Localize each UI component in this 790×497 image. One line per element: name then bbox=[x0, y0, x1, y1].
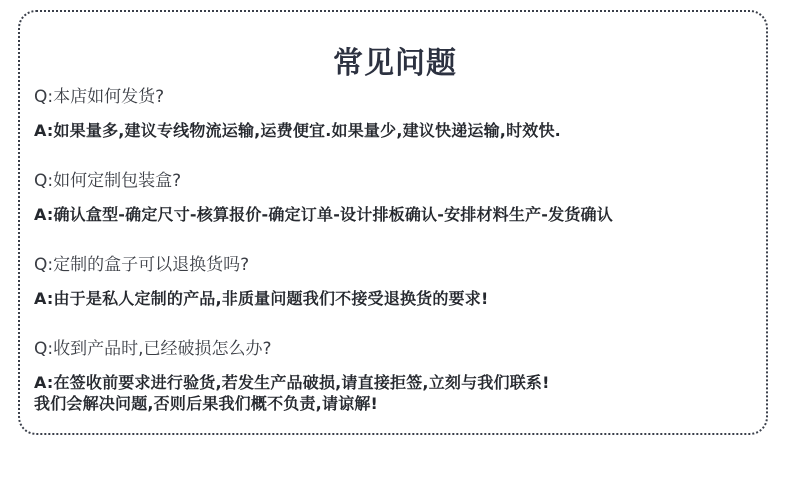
faq-answer bbox=[34, 204, 613, 225]
faq-answer-line: A:确认盒型-确定尺寸-核算报价-确定订单-设计排板确认-安排材料生产-发货确认 bbox=[34, 205, 613, 224]
faq-question: Q:如何定制包装盒? bbox=[34, 171, 182, 191]
faq-item bbox=[34, 338, 550, 414]
faq-answer bbox=[34, 372, 550, 414]
page-title: 常见问题 bbox=[333, 46, 457, 81]
faq-answer-line: A:由于是私人定制的产品,非质量问题我们不接受退换货的要求! bbox=[34, 289, 489, 308]
faq-answer bbox=[34, 120, 561, 141]
faq-answer-line: A:在签收前要求进行验货,若发生产品破损,请直接拒签,立刻与我们联系! bbox=[34, 373, 550, 392]
faq-item bbox=[34, 86, 561, 141]
faq-question: Q:收到产品时,已经破损怎么办? bbox=[34, 339, 272, 359]
faq-answer-line: 我们会解决问题,否则后果我们概不负责,请谅解! bbox=[34, 394, 379, 413]
faq-question: Q:本店如何发货? bbox=[34, 87, 165, 107]
faq-answer bbox=[34, 288, 488, 309]
faq-item bbox=[34, 254, 488, 309]
faq-question: Q:定制的盒子可以退换货吗? bbox=[34, 255, 250, 275]
faq-item bbox=[34, 170, 613, 225]
faq-answer-line: A:如果量多,建议专线物流运输,运费便宜.如果量少,建议快递运输,时效快. bbox=[34, 121, 561, 140]
